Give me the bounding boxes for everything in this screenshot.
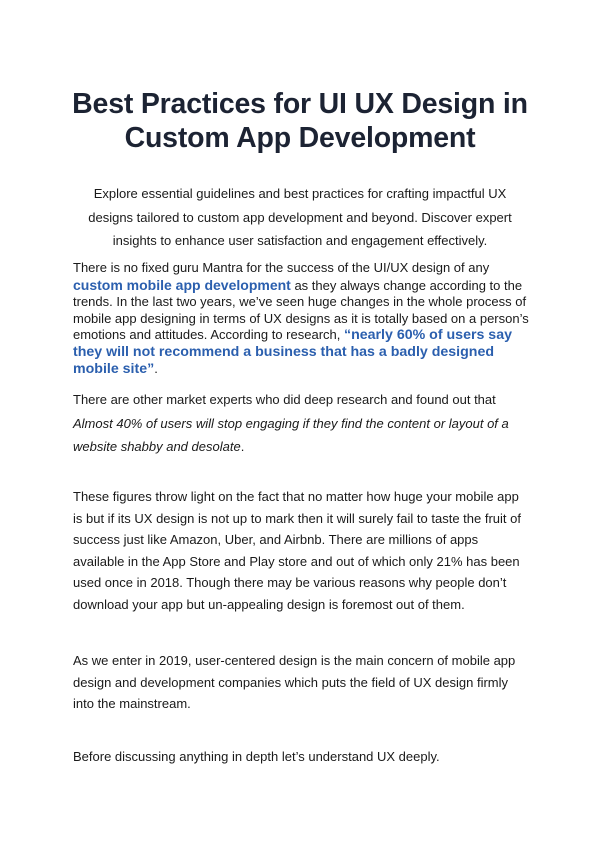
user-centered-design-paragraph: As we enter in 2019, user-centered design is the main concern of mobile app design and development companies which puts the field of UX design firmly into the mainstream. bbox=[73, 653, 516, 712]
engagement-statistic: Almost 40% of users will stop engaging if they find the content or layout of a website shabby and desolate bbox=[73, 415, 509, 455]
research-quote: “nearly 60% of users say they will not recommend a business that has a badly designed mobile site” bbox=[73, 327, 512, 377]
intro-paragraph bbox=[73, 260, 531, 377]
market-research-end: . bbox=[240, 439, 245, 455]
market-research-paragraph bbox=[73, 388, 531, 459]
page-title: Best Practices for UI UX Design in Custom App Development bbox=[72, 88, 528, 154]
figures-paragraph: These figures throw light on the fact that no matter how huge your mobile app is but if its UX design is not up to mark then it will surely fail to taste the fruit of success just like Amazon, Uber, and Airbnb. There are millions of apps available in the App Store and Play store and out of which only 21% has been used once in 2018. Though there may be various reasons why people don’t download your app but un-appealing design is foremost out of them. bbox=[73, 489, 521, 612]
intro-text-before-link: There is no fixed guru Mantra for the success of the UI/UX design of any bbox=[73, 260, 490, 275]
market-research-text: There are other market experts who did deep research and found out that bbox=[73, 392, 496, 407]
page-subtitle: Explore essential guidelines and best practices for crafting impactful UX designs tailored to custom app development and beyond. Discover expert insights to enhance user satisfaction and engagement effectively. bbox=[88, 186, 512, 248]
custom-app-development-link[interactable]: custom mobile app development bbox=[73, 276, 291, 293]
intro-text-middle: as they always change according to the trends. In the last two years, we’ve seen huge changes in the whole process of mobile app designing in terms of UX designs as it is totally based on a person’s emotions and attitudes. According to research, bbox=[73, 277, 529, 343]
understand-ux-paragraph: Before discussing anything in depth let’s understand UX deeply. bbox=[73, 749, 440, 764]
intro-text-end: . bbox=[154, 360, 158, 376]
